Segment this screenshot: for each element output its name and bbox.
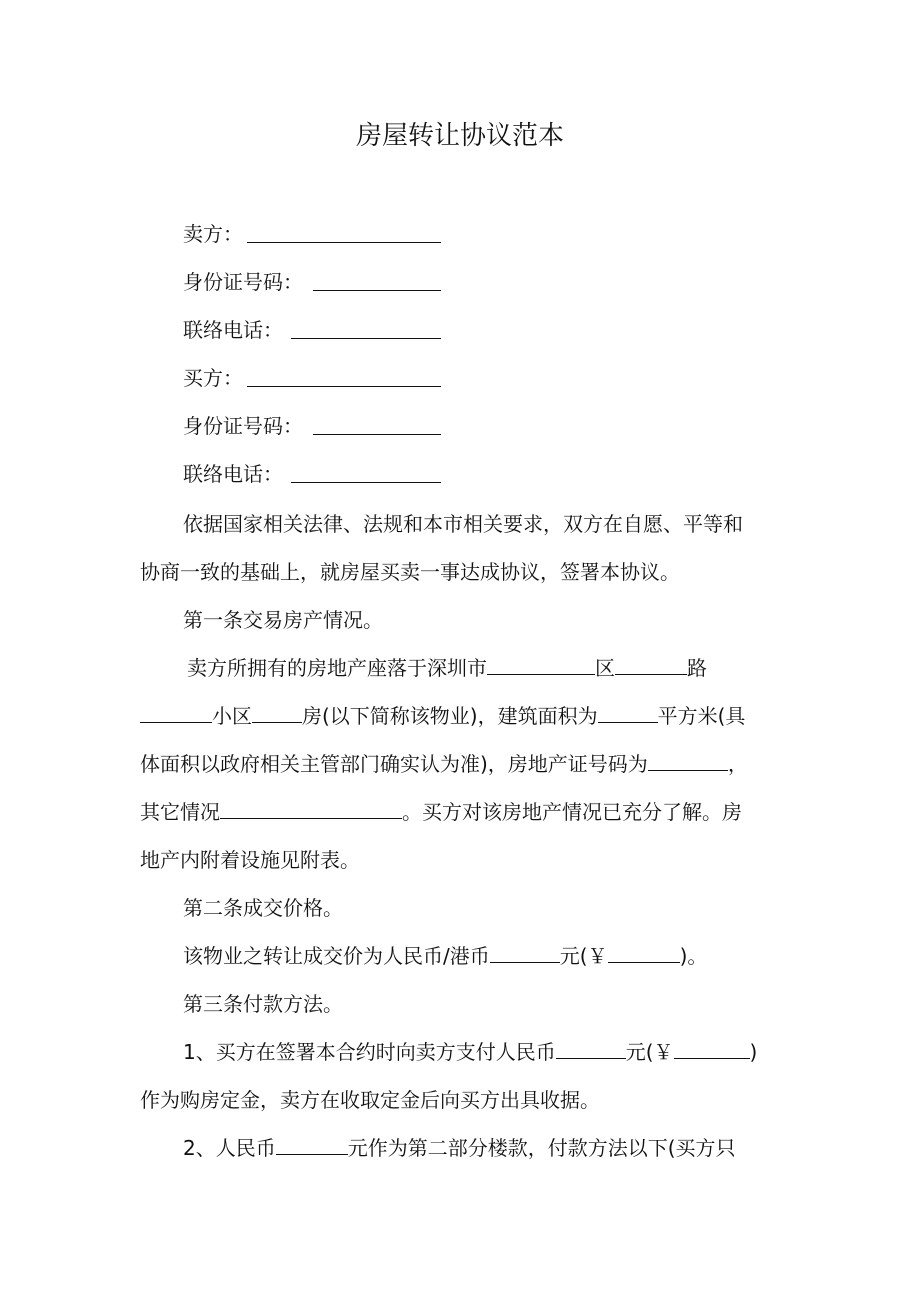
- article-1-text: 区: [595, 656, 615, 680]
- intro-line-1: 依据国家相关法律、法规和本市相关要求，双方在自愿、平等和: [183, 512, 743, 536]
- room-blank: [252, 702, 302, 723]
- buyer-phone-label: 联络电话：: [183, 462, 283, 486]
- seller-name-blank: [247, 242, 441, 243]
- buyer-name-blank: [247, 386, 441, 387]
- article-1-text: 体面积以政府相关主管部门确实认为准)，房地产证号码为: [140, 752, 648, 776]
- article-1-text: 小区: [212, 704, 252, 728]
- buyer-id-row: [183, 411, 833, 441]
- article-1-text: 房(以下简称该物业)，建筑面积为: [302, 704, 598, 728]
- article-3-heading: 第三条付款方法。: [183, 992, 343, 1016]
- district-blank: [487, 654, 595, 675]
- buyer-id-label: 身份证号码：: [183, 414, 303, 438]
- seller-phone-blank: [291, 338, 441, 339]
- article-3-text: ): [749, 1040, 758, 1064]
- buyer-id-blank: [313, 434, 441, 435]
- article-1-line-1: [187, 653, 837, 683]
- price-blank: [490, 942, 560, 963]
- article-3-line-3: [183, 1133, 833, 1163]
- article-3-text: 2、人民币: [183, 1136, 276, 1160]
- buyer-phone-row: [183, 459, 833, 489]
- article-3-text: 元作为第二部分楼款，付款方法以下(买方只: [347, 1136, 736, 1160]
- article-3-text: 1、买方在签署本合约时向卖方支付人民币: [183, 1040, 556, 1064]
- seller-label: 卖方：: [183, 222, 243, 246]
- article-1-line-5: 地产内附着设施见附表。: [140, 848, 360, 872]
- article-1-heading: 第一条交易房产情况。: [183, 608, 383, 632]
- seller-phone-row: [183, 315, 833, 345]
- certificate-number-blank: [648, 750, 728, 771]
- other-info-blank: [220, 798, 402, 819]
- seller-name-row: [183, 219, 833, 249]
- article-1-line-3: [140, 749, 790, 779]
- article-2-heading: 第二条成交价格。: [183, 896, 343, 920]
- article-1-text: 路: [687, 656, 707, 680]
- road-blank: [615, 654, 687, 675]
- price-figure-blank: [608, 942, 680, 963]
- seller-id-label: 身份证号码：: [183, 270, 303, 294]
- article-1-text: 其它情况: [140, 800, 220, 824]
- deposit-figure-blank: [674, 1038, 750, 1059]
- article-1-line-2: [140, 701, 790, 731]
- article-1-line-4: [140, 797, 790, 827]
- community-blank: [140, 702, 212, 723]
- buyer-label: 买方：: [183, 366, 243, 390]
- article-1-text: 卖方所拥有的房地产座落于深圳市: [187, 656, 487, 680]
- article-1-text: 平方米(具: [657, 704, 746, 728]
- second-payment-blank: [276, 1134, 348, 1155]
- document-title: 房屋转让协议范本: [355, 121, 564, 151]
- seller-phone-label: 联络电话：: [183, 318, 283, 342]
- article-3-text: 元(￥: [625, 1040, 674, 1064]
- article-2-text: 该物业之转让成交价为人民币/港币: [183, 944, 490, 968]
- article-3-line-1: [183, 1037, 833, 1067]
- seller-id-row: [183, 267, 833, 297]
- article-2-text: )。: [679, 944, 708, 968]
- article-1-text: 。买方对该房地产情况已充分了解。房: [402, 800, 742, 824]
- article-2-line-1: [183, 941, 833, 971]
- area-blank: [598, 702, 658, 723]
- buyer-phone-blank: [291, 482, 441, 483]
- article-3-line-2: 作为购房定金，卖方在收取定金后向买方出具收据。: [140, 1088, 600, 1112]
- deposit-blank: [556, 1038, 626, 1059]
- intro-line-2: 协商一致的基础上，就房屋买卖一事达成协议，签署本协议。: [140, 560, 680, 584]
- seller-id-blank: [313, 290, 441, 291]
- buyer-name-row: [183, 363, 833, 393]
- article-2-text: 元(￥: [559, 944, 608, 968]
- article-1-text: ，: [727, 752, 748, 776]
